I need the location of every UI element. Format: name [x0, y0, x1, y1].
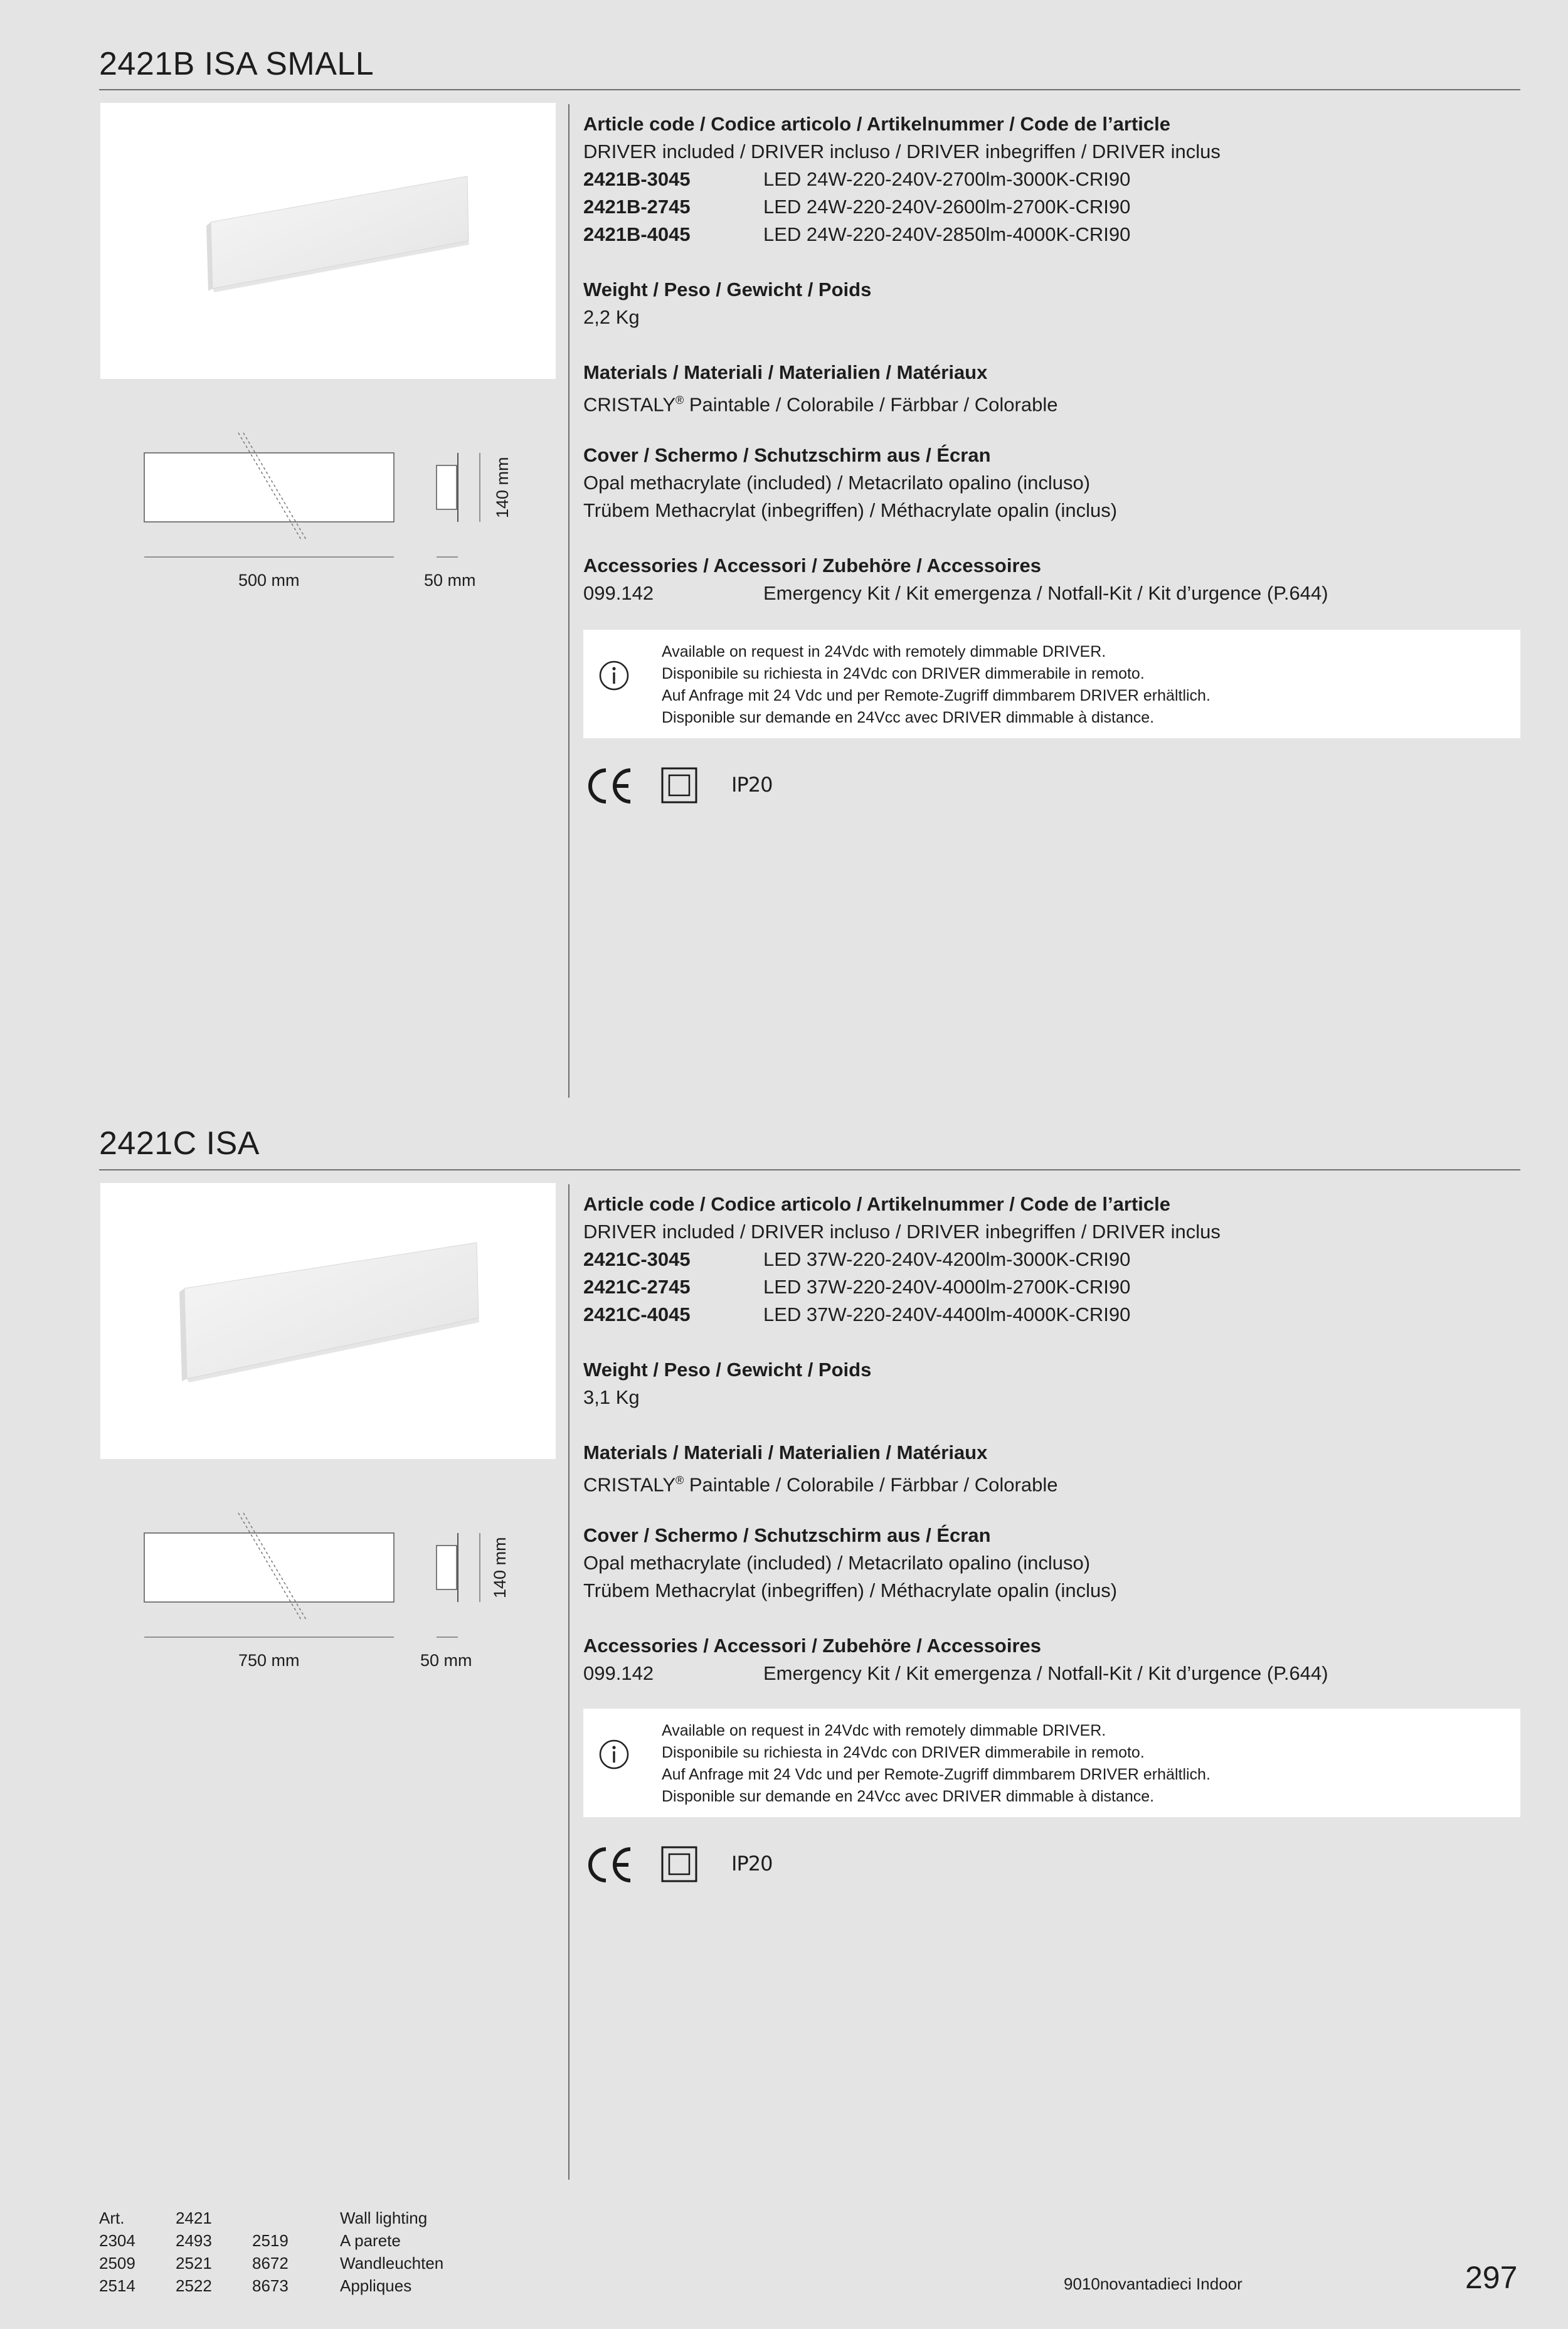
- column-divider: [568, 104, 569, 1098]
- article-code: 2421B-4045: [583, 223, 691, 245]
- accessories-heading: Accessories / Accessori / Zubehöre / Accessoires: [583, 554, 1042, 576]
- cover-line: Trübem Methacrylat (inbegriffen) / Méthacrylate opalin (inclus): [583, 1579, 1118, 1601]
- article-code: 2421C-4045: [583, 1303, 691, 1325]
- article-desc: LED 24W-220-240V-2700lm-3000K-CRI90: [763, 168, 1131, 190]
- spec-block: [583, 1191, 1512, 1687]
- notice-box: [583, 630, 1520, 738]
- article-desc: LED 37W-220-240V-4200lm-3000K-CRI90: [763, 1248, 1131, 1270]
- accessory-row: [583, 1660, 1512, 1687]
- footer-category: Wall lighting: [340, 2209, 428, 2227]
- column-divider: [568, 1184, 569, 2180]
- footer-code: 8673: [252, 2276, 289, 2295]
- footer-code: 2304: [99, 2231, 135, 2250]
- ce-mark-icon: [583, 764, 633, 808]
- certification-row: [583, 1843, 960, 1887]
- spec-block: [583, 110, 1512, 607]
- footer-code: 2514: [99, 2276, 135, 2295]
- notice-line: Disponibile su richiesta in 24Vdc con DRIVER dimmerabile in remoto.: [662, 665, 1145, 682]
- article-desc: LED 37W-220-240V-4400lm-4000K-CRI90: [763, 1303, 1131, 1325]
- section-title: 2421B ISA SMALL: [99, 46, 374, 82]
- accessories-heading: Accessories / Accessori / Zubehöre / Accessoires: [583, 1635, 1042, 1657]
- article-desc: LED 37W-220-240V-4000lm-2700K-CRI90: [763, 1276, 1131, 1298]
- footer-art-label: Art.: [99, 2209, 125, 2227]
- product-photo: [100, 103, 556, 379]
- info-icon: [598, 660, 630, 691]
- notice-line: Available on request in 24Vdc with remotely dimmable DRIVER.: [662, 643, 1106, 661]
- article-row: [583, 166, 1512, 193]
- article-row: [583, 193, 1512, 221]
- materials-text: Paintable / Colorabile / Färbbar / Colorable: [684, 1473, 1058, 1496]
- title-rule: [99, 89, 1520, 90]
- width-dimension: 500 mm: [238, 571, 300, 590]
- weight-value: 2,2 Kg: [583, 306, 640, 328]
- weight-heading: Weight / Peso / Gewicht / Poids: [583, 279, 872, 300]
- product-photo: [100, 1183, 556, 1459]
- article-row: [583, 221, 1512, 248]
- title-rule: [99, 1169, 1520, 1170]
- article-row: [583, 1273, 1512, 1301]
- notice-line: Auf Anfrage mit 24 Vdc und per Remote-Zugriff dimmbarem DRIVER erhältlich.: [662, 687, 1210, 704]
- materials-brand: CRISTALY: [583, 1473, 675, 1496]
- weight-heading: Weight / Peso / Gewicht / Poids: [583, 1359, 872, 1381]
- footer-code: 2509: [99, 2254, 135, 2273]
- article-desc: LED 24W-220-240V-2850lm-4000K-CRI90: [763, 223, 1131, 245]
- notice-text: [662, 641, 1210, 729]
- class-ii-icon: [661, 767, 697, 804]
- materials-value: [583, 1467, 1512, 1494]
- accessory-code: 099.142: [583, 1662, 654, 1684]
- accessory-code: 099.142: [583, 582, 654, 604]
- notice-line: Available on request in 24Vdc with remotely dimmable DRIVER.: [662, 1722, 1106, 1739]
- lamp-render: [100, 1183, 556, 1459]
- article-code: 2421C-3045: [583, 1248, 691, 1270]
- notice-box: [583, 1709, 1520, 1817]
- accessory-row: [583, 580, 1512, 607]
- article-code: 2421C-2745: [583, 1276, 691, 1298]
- article-code: 2421B-3045: [583, 168, 691, 190]
- height-dimension: 140 mm: [493, 457, 512, 518]
- ip-rating: IP20: [731, 773, 773, 797]
- section-title: 2421C ISA: [99, 1125, 260, 1162]
- depth-dimension: 50 mm: [420, 1651, 472, 1670]
- footer-code: 2421: [176, 2209, 212, 2227]
- cover-heading: Cover / Schermo / Schutzschirm aus / Écran: [583, 444, 991, 466]
- footer-category: A parete: [340, 2231, 401, 2250]
- footer-code: 2522: [176, 2276, 212, 2295]
- cover-heading: Cover / Schermo / Schutzschirm aus / Écran: [583, 1524, 991, 1546]
- footer-code: 2519: [252, 2231, 289, 2250]
- cover-line: Trübem Methacrylat (inbegriffen) / Méthacrylate opalin (inclus): [583, 499, 1118, 521]
- notice-line: Disponibile su richiesta in 24Vdc con DRIVER dimmerabile in remoto.: [662, 1744, 1145, 1761]
- materials-heading: Materials / Materiali / Materialien / Matériaux: [583, 361, 988, 383]
- ip-rating: IP20: [731, 1852, 773, 1875]
- cover-line: Opal methacrylate (included) / Metacrilato opalino (incluso): [583, 472, 1091, 494]
- article-heading: Article code / Codice articolo / Artikelnummer / Code de l’article: [583, 1193, 1170, 1215]
- info-icon: [598, 1739, 630, 1770]
- class-ii-icon: [661, 1846, 697, 1882]
- footer-brand: 9010novantadieci Indoor: [1064, 2274, 1242, 2293]
- notice-line: Auf Anfrage mit 24 Vdc und per Remote-Zugriff dimmbarem DRIVER erhältlich.: [662, 1766, 1210, 1783]
- footer-index: [99, 2207, 538, 2301]
- height-dimension: 140 mm: [490, 1537, 509, 1598]
- materials-heading: Materials / Materiali / Materialien / Matériaux: [583, 1441, 988, 1463]
- article-desc: LED 24W-220-240V-2600lm-2700K-CRI90: [763, 196, 1131, 218]
- registered-mark: ®: [675, 1474, 684, 1487]
- cover-line: Opal methacrylate (included) / Metacrilato opalino (incluso): [583, 1552, 1091, 1574]
- footer-code: 2521: [176, 2254, 212, 2273]
- ce-mark-icon: [583, 1843, 633, 1887]
- materials-brand: CRISTALY: [583, 393, 675, 416]
- driver-line: DRIVER included / DRIVER incluso / DRIVER inbegriffen / DRIVER inclus: [583, 1221, 1221, 1243]
- accessory-desc: Emergency Kit / Kit emergenza / Notfall-Kit / Kit d’urgence (P.644): [763, 1662, 1328, 1684]
- weight-value: 3,1 Kg: [583, 1386, 640, 1408]
- article-row: [583, 1246, 1512, 1273]
- accessory-desc: Emergency Kit / Kit emergenza / Notfall-Kit / Kit d’urgence (P.644): [763, 582, 1328, 604]
- footer-code: 2493: [176, 2231, 212, 2250]
- registered-mark: ®: [675, 394, 684, 406]
- page-number: 297: [1465, 2260, 1518, 2295]
- driver-line: DRIVER included / DRIVER incluso / DRIVER inbegriffen / DRIVER inclus: [583, 141, 1221, 162]
- depth-dimension: 50 mm: [424, 571, 476, 590]
- footer-category: Appliques: [340, 2276, 412, 2295]
- materials-text: Paintable / Colorabile / Färbbar / Colorable: [684, 393, 1058, 416]
- footer-code: 8672: [252, 2254, 289, 2273]
- notice-line: Disponible sur demande en 24Vcc avec DRIVER dimmable à distance.: [662, 709, 1155, 726]
- width-dimension: 750 mm: [238, 1651, 300, 1670]
- article-row: [583, 1301, 1512, 1329]
- materials-value: [583, 386, 1512, 414]
- article-heading: Article code / Codice articolo / Artikelnummer / Code de l’article: [583, 113, 1170, 135]
- article-code: 2421B-2745: [583, 196, 691, 218]
- footer-category: Wandleuchten: [340, 2254, 444, 2273]
- notice-line: Disponible sur demande en 24Vcc avec DRIVER dimmable à distance.: [662, 1788, 1155, 1805]
- lamp-render: [100, 103, 556, 379]
- certification-row: [583, 764, 960, 808]
- notice-text: [662, 1720, 1210, 1808]
